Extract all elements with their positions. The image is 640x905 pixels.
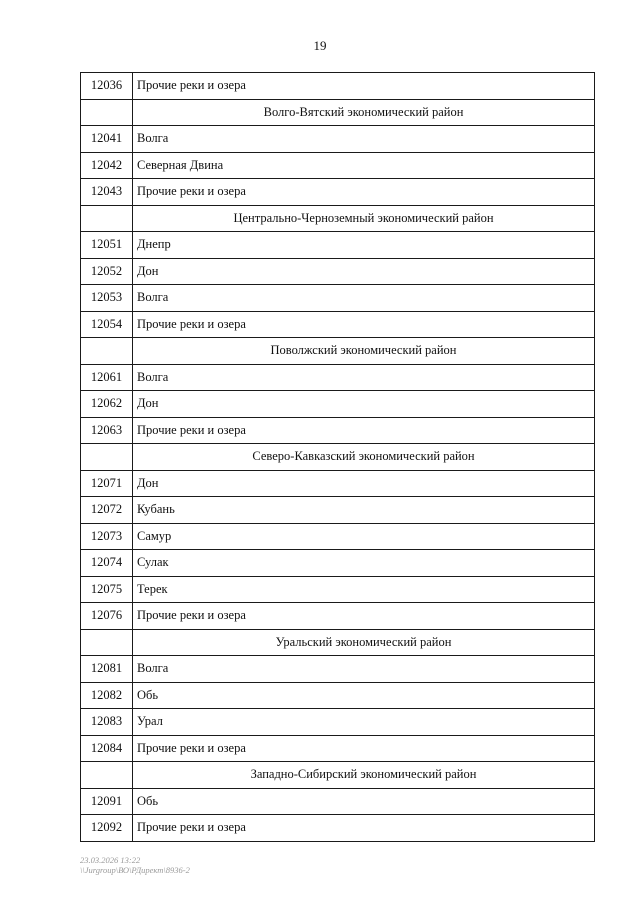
footer-timestamp: 23.03.2026 13:22	[80, 855, 141, 865]
table-row	[81, 603, 595, 630]
name-cell: Волга	[133, 656, 595, 683]
name-cell: Обь	[133, 682, 595, 709]
table-row	[81, 179, 595, 206]
table-body	[81, 73, 595, 842]
name-cell: Дон	[133, 258, 595, 285]
code-cell: 12091	[81, 788, 133, 815]
table-row	[81, 497, 595, 524]
name-cell: Прочие реки и озера	[133, 311, 595, 338]
name-cell: Дон	[133, 470, 595, 497]
table-row	[81, 258, 595, 285]
code-cell: 12076	[81, 603, 133, 630]
code-cell: 12042	[81, 152, 133, 179]
table-row	[81, 152, 595, 179]
table-row	[81, 788, 595, 815]
name-cell: Волга	[133, 364, 595, 391]
river-code-table	[80, 72, 595, 842]
code-cell: 12063	[81, 417, 133, 444]
empty-code-cell	[81, 444, 133, 471]
page-number: 19	[313, 38, 327, 53]
name-cell: Прочие реки и озера	[133, 179, 595, 206]
region-title: Северо-Кавказский экономический район	[133, 444, 595, 471]
code-cell: 12053	[81, 285, 133, 312]
code-cell: 12061	[81, 364, 133, 391]
name-cell: Дон	[133, 391, 595, 418]
code-cell: 12036	[81, 73, 133, 100]
empty-code-cell	[81, 629, 133, 656]
name-cell: Северная Двина	[133, 152, 595, 179]
code-cell: 12082	[81, 682, 133, 709]
code-cell: 12074	[81, 550, 133, 577]
footer-stamp	[80, 855, 190, 875]
region-header-row	[81, 205, 595, 232]
name-cell: Прочие реки и озера	[133, 815, 595, 842]
name-cell: Волга	[133, 285, 595, 312]
table-row	[81, 550, 595, 577]
code-cell: 12092	[81, 815, 133, 842]
footer-file-path: \\Jurgroup\ВО\РДирект\8936-2	[80, 865, 190, 875]
table-row	[81, 126, 595, 153]
code-cell: 12051	[81, 232, 133, 259]
table-row	[81, 735, 595, 762]
region-header-row	[81, 629, 595, 656]
code-cell: 12083	[81, 709, 133, 736]
code-cell: 12041	[81, 126, 133, 153]
region-title: Центрально-Черноземный экономический район	[133, 205, 595, 232]
code-cell: 12081	[81, 656, 133, 683]
region-title: Западно-Сибирский экономический район	[133, 762, 595, 789]
code-cell: 12071	[81, 470, 133, 497]
code-cell: 12052	[81, 258, 133, 285]
name-cell: Прочие реки и озера	[133, 73, 595, 100]
table-row	[81, 364, 595, 391]
table-row	[81, 815, 595, 842]
table-row	[81, 470, 595, 497]
region-title: Поволжский экономический район	[133, 338, 595, 365]
code-cell: 12075	[81, 576, 133, 603]
name-cell: Урал	[133, 709, 595, 736]
table-row	[81, 391, 595, 418]
table-row	[81, 73, 595, 100]
empty-code-cell	[81, 99, 133, 126]
region-title: Уральский экономический район	[133, 629, 595, 656]
table-row	[81, 576, 595, 603]
code-cell: 12073	[81, 523, 133, 550]
code-cell: 12043	[81, 179, 133, 206]
name-cell: Обь	[133, 788, 595, 815]
table-row	[81, 232, 595, 259]
name-cell: Прочие реки и озера	[133, 417, 595, 444]
code-cell: 12084	[81, 735, 133, 762]
name-cell: Прочие реки и озера	[133, 603, 595, 630]
name-cell: Волга	[133, 126, 595, 153]
table-row	[81, 417, 595, 444]
empty-code-cell	[81, 205, 133, 232]
table-row	[81, 656, 595, 683]
region-header-row	[81, 444, 595, 471]
region-header-row	[81, 762, 595, 789]
code-cell: 12062	[81, 391, 133, 418]
region-title: Волго-Вятский экономический район	[133, 99, 595, 126]
name-cell: Прочие реки и озера	[133, 735, 595, 762]
name-cell: Днепр	[133, 232, 595, 259]
table-row	[81, 523, 595, 550]
name-cell: Сулак	[133, 550, 595, 577]
empty-code-cell	[81, 338, 133, 365]
region-header-row	[81, 338, 595, 365]
name-cell: Терек	[133, 576, 595, 603]
empty-code-cell	[81, 762, 133, 789]
table-row	[81, 285, 595, 312]
region-header-row	[81, 99, 595, 126]
code-cell: 12072	[81, 497, 133, 524]
table-row	[81, 682, 595, 709]
table-row	[81, 311, 595, 338]
name-cell: Кубань	[133, 497, 595, 524]
code-cell: 12054	[81, 311, 133, 338]
table-row	[81, 709, 595, 736]
name-cell: Самур	[133, 523, 595, 550]
